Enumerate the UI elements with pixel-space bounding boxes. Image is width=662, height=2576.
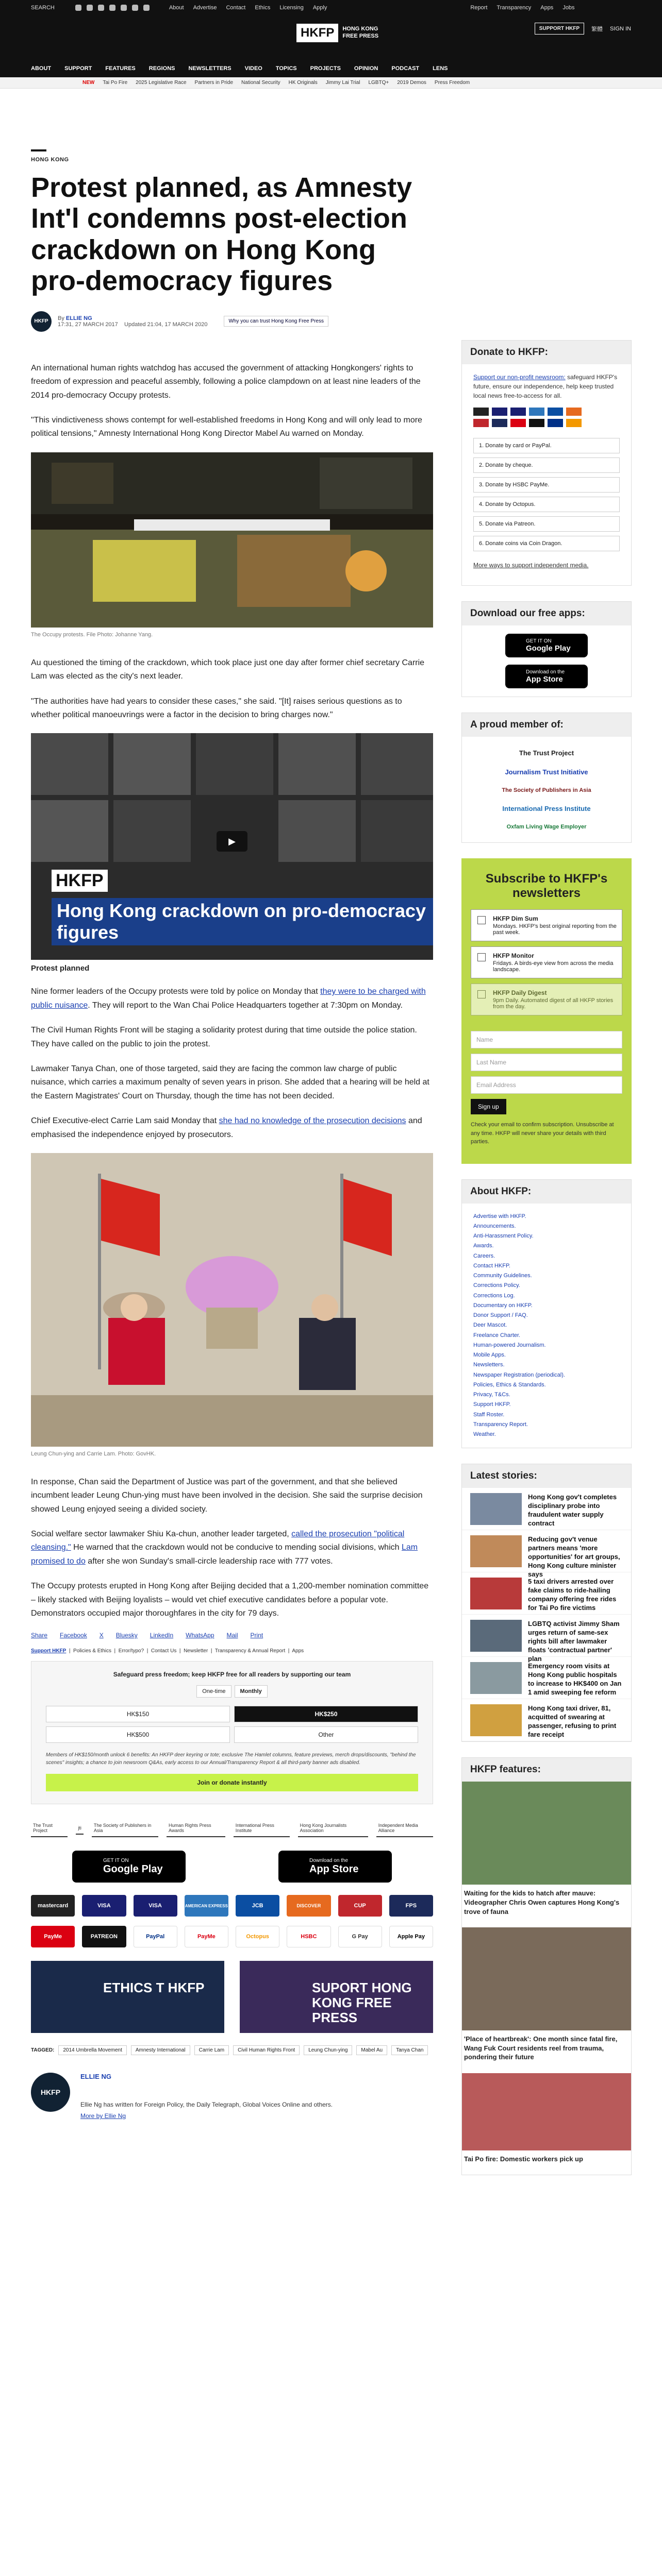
author-box-avatar[interactable]: HKFP [31,2073,70,2112]
donate-intro: Support our non-profit newsroom: safeguard HKFP's future, ensure our independence, help keep trusted local news free-to-access for all. [473,374,618,399]
top-link-contact[interactable]: Contact [226,5,246,11]
app-store-badge[interactable]: Download on the App Store [278,1851,392,1883]
support-links: Support HKFP | Policies & Ethics | Error/typo? | Contact Us | Newsletter | Transparency & Annual Report | Apps [31,1648,304,1654]
inline-link[interactable]: she had no knowledge of the prosecution decisions [219,1116,406,1126]
about-link[interactable]: Weather. [473,1431,496,1438]
ethics-banner[interactable]: ETHICS T HKFP [31,1961,224,2033]
trend-item[interactable]: Jimmy Lai Trial [325,80,360,86]
about-link[interactable]: Contact HKFP. [473,1262,510,1269]
about-link[interactable]: Human-powered Journalism. [473,1342,546,1348]
member-sidebar [461,713,632,843]
section-rule [31,149,46,151]
video-logo: HKFP [52,870,108,892]
share-link[interactable]: Share [31,1632,48,1639]
top-link-apply[interactable]: Apply [312,5,327,11]
member-logo[interactable]: Journalism Trust Initiative [505,768,588,776]
partner-logo[interactable]: Human Rights Press Awards [167,1820,225,1837]
about-link[interactable]: Deer Mascot. [473,1322,507,1329]
partner-logo[interactable]: Independent Media Alliance [376,1820,433,1837]
nav-podcast[interactable]: PODCAST [391,65,420,72]
about-link[interactable]: Careers. [473,1252,495,1259]
trend-item[interactable]: 2019 Demos [397,80,426,86]
paragraph: Social welfare sector lawmaker Shiu Ka-chun, another leader targeted, called the prosecution "political cleansing." He warned that the crackdown would not be conducive to mending social divisions, which Lam promised to do after she won Sunday's small-circle leadership race with 777 votes. [31,1530,418,1566]
about-link[interactable]: Freelance Charter. [473,1332,521,1338]
story-thumb[interactable] [470,1493,522,1525]
trend-item[interactable]: Press Freedom [434,80,470,86]
photo-caption: The Occupy protests. File Photo: Johanne Yang. [31,631,153,638]
apps-title: Download our free apps: [462,602,631,625]
one-time-toggle[interactable]: One-time [196,1685,231,1698]
feature-item[interactable]: Waiting for the kids to hatch after mauve: Videographer Chris Owen captures Hong Kong's trove of fauna [462,1782,631,1927]
policies-link[interactable]: Policies & Ethics [73,1648,111,1654]
lam-leung-photo [31,1153,433,1447]
paragraph: "The authorities have had years to consider these cases," she said. "[It] raises serious questions as to whether political manoeuvrings were a factor in the decision to bring charges now." [31,697,402,719]
payme-icon: PayMe [31,1926,75,1947]
paragraph: In response, Chan said the Department of Justice was part of the government, and that she believed incumbent leader Leung Chun-ying must have been involved in the decision. She said the surprise decision showed Leung enjoyed seeing a divided society. [31,1477,423,1514]
latest-title: Latest stories: [462,1464,631,1488]
error-link[interactable]: Error/typo? [118,1648,144,1654]
payment-icons-strip [473,408,621,428]
patreon-icon: PATREON [82,1926,126,1947]
feature-item[interactable]: 'Place of heartbreak': One month since fatal fire, Wang Fuk Court residents reel from trauma, pondering their future [462,1927,631,2073]
nav-regions[interactable]: REGIONS [148,65,175,72]
story-thumb[interactable] [470,1620,522,1652]
monthly-toggle[interactable]: Monthly [235,1685,268,1698]
author-avatar[interactable]: HKFP [31,311,52,332]
author-bio: Ellie Ng has written for Foreign Policy, the Daily Telegraph, Global Voices Online and others. [80,2101,333,2109]
partner-logo[interactable]: International Press Institute [234,1820,290,1837]
paragraph: Au questioned the timing of the crackdown, which took place just one day after former chief secretary Carrie Lam was elected as the city's next leader. [31,658,425,681]
about-link[interactable]: Newspaper Registration (periodical). [473,1371,565,1378]
search-link[interactable]: SEARCH [31,5,55,11]
story-item[interactable]: Hong Kong taxi driver, 81, acquitted of swearing at passenger, refusing to print fare receipt [462,1699,631,1741]
transparency-link[interactable]: Transparency & Annual Report [214,1648,286,1654]
telegram-icon[interactable] [143,5,150,11]
article [31,149,433,2135]
sidebar [461,340,632,2175]
email-input[interactable]: Email Address [471,1076,622,1094]
social-icons [75,5,150,11]
donate-option-card[interactable]: 1. Donate by card or PayPal. [473,438,620,453]
promo-banners [31,1961,433,2033]
share-mail[interactable]: Mail [226,1632,238,1639]
paypal-icon: PayPal [134,1926,177,1947]
amount-option-selected[interactable]: HK$250 [234,1706,418,1722]
updated-date: Updated 21:04, 17 MARCH 2020 [124,321,208,328]
site-header [0,15,662,77]
paragraph: The Occupy protests erupted in Hong Kong after Beijing decided that a 1,200-member nomination committee – likely stacked with Beijing loyalists – would vet chief executive candidates before a popular vote. Demonstrators occupied major thoroughfares in the city for 79 days. [31,1582,429,1618]
share-facebook[interactable]: Facebook [60,1632,87,1639]
video-overlay-title: Hong Kong crackdown on pro-democracy figures [52,898,433,945]
story-item[interactable]: LGBTQ activist Jimmy Sham urges return of same-sex rights bill after lawmaker floats 'contractual partner' plan [462,1615,631,1657]
header-actions [535,23,631,35]
payme-icon: PayMe [185,1926,228,1947]
nav-newsletters[interactable]: NEWSLETTERS [188,65,231,72]
top-link-about[interactable]: About [169,5,184,11]
inline-link[interactable]: called the prosecution "political cleansing." [31,1530,405,1552]
fps-icon: FPS [389,1895,433,1917]
logo-box: HKFP [296,24,338,42]
donate-sidebar [461,340,632,586]
member-logo[interactable]: The Society of Publishers in Asia [502,787,591,793]
frequency-toggle [46,1685,418,1698]
share-linkedin[interactable]: LinkedIn [150,1632,174,1639]
about-link[interactable]: Support HKFP. [473,1401,511,1408]
paragraph: The Civil Human Rights Front will be staging a solidarity protest during that time outside the police station. They have called on the public to join the protest. [31,1026,417,1048]
about-link[interactable]: Transparency Report. [473,1421,528,1428]
story-thumb[interactable] [470,1662,522,1694]
visa-icon: VISA [134,1895,177,1917]
top-link-jobs[interactable]: Jobs [562,5,575,11]
partner-logo[interactable]: Hong Kong Journalists Association [298,1820,368,1837]
top-utility-bar [0,0,662,15]
about-link[interactable]: Corrections Policy. [473,1282,520,1289]
nav-video[interactable]: VIDEO [244,65,262,72]
nav-features[interactable]: FEATURES [105,65,136,72]
new-badge: NEW [82,80,95,86]
amount-option[interactable]: HK$150 [46,1706,230,1722]
byline-text: By ELLIE NG 17:31, 27 MARCH 2017 Updated 21:04, 17 MARCH 2020 [58,315,208,328]
member-logo[interactable]: The Trust Project [519,749,574,757]
google-play-badge[interactable]: GET IT ON Google Play [505,634,588,657]
tag[interactable]: Civil Human Rights Front [233,2045,300,2055]
discover-icon: DISCOVER [287,1895,330,1917]
feature-image[interactable] [462,1782,631,1885]
article-title: Protest planned, as Amnesty Int'l condemns post-election crackdown on Hong Kong pro-democracy figures [31,172,412,297]
section-label[interactable]: HONG KONG [31,157,69,163]
about-link[interactable]: Awards. [473,1243,494,1249]
youtube-icon[interactable] [109,5,115,11]
nav-about[interactable]: ABOUT [31,65,52,72]
share-whatsapp[interactable]: WhatsApp [186,1632,214,1639]
tag[interactable]: Mabel Au [356,2045,387,2055]
amount-grid [46,1706,418,1743]
jcb-icon: JCB [236,1895,279,1917]
google-pay-icon: G Pay [338,1926,382,1947]
about-link[interactable]: Donor Support / FAQ. [473,1312,528,1319]
first-name-input[interactable]: Name [471,1031,622,1048]
top-link-apps[interactable]: Apps [540,5,554,11]
hsbc-icon: HSBC [287,1926,330,1947]
about-link[interactable]: Documentary on HKFP. [473,1302,533,1309]
tag[interactable]: Carrie Lam [194,2045,229,2055]
share-bluesky[interactable]: Bluesky [115,1632,138,1639]
donate-sidebar-title: Donate to HKFP: [462,341,631,364]
newsletter-option[interactable]: HKFP Monitor Fridays. A birds-eye view from across the media landscape. [471,946,622,978]
donate-option-octopus[interactable]: 4. Donate by Octopus. [473,497,620,512]
nav-projects[interactable]: PROJECTS [310,65,341,72]
unionpay-icon: CUP [338,1895,382,1917]
donate-option-patreon[interactable]: 5. Donate via Patreon. [473,516,620,532]
paragraph: Chief Executive-elect Carrie Lam said Monday that she had no knowledge of the prosecution decisions and emphasised the independence enjoyed by prosecutors. [31,1116,422,1139]
about-link[interactable]: Privacy, T&Cs. [473,1392,510,1398]
partner-logo[interactable]: jti [76,1822,84,1835]
nav-support[interactable]: SUPPORT [64,65,92,72]
story-item[interactable]: 5 taxi drivers arrested over fake claims to ride-hailing company offering free rides for Tai Po fire victims [462,1572,631,1615]
member-logo[interactable]: International Press Institute [502,805,591,812]
top-link-transparency[interactable]: Transparency [496,5,532,11]
partner-logos [31,1820,433,1837]
checkbox[interactable] [477,916,486,924]
paragraph: "This vindictiveness shows contempt for well-established freedoms in Hong Kong and will only lead to more political tensions," Amnesty International Hong Kong Director Mabel Au warned on Monday. [31,416,422,438]
publish-date: 17:31, 27 MARCH 2017 [58,321,118,328]
tag[interactable]: Amnesty International [131,2045,190,2055]
story-item[interactable]: Emergency room visits at Hong Kong public hospitals to increase to HK$400 on Jan 1 amid sweeping fee reform [462,1657,631,1699]
trend-item[interactable]: Tai Po Fire [103,80,128,86]
amount-option[interactable]: HK$500 [46,1726,230,1743]
paragraph: Nine former leaders of the Occupy protests were told by police on Monday that they were to be charged with public nuisance. They will report to the Wan Chai Police Headquarters together at 7:30pm on Monday. [31,987,426,1010]
top-link-advertise[interactable]: Advertise [193,5,217,11]
newsletter-option[interactable]: HKFP Daily Digest 9pm Daily. Automated digest of all HKFP stories from the day. [471,984,622,1015]
play-icon[interactable]: ▶ [217,831,247,852]
apps-link[interactable]: Apps [292,1648,304,1654]
tag-list [31,2045,433,2055]
nav-opinion[interactable]: OPINION [354,65,378,72]
paragraph: An international human rights watchdog has accused the government of attacking Hongkongers' rights to freedom of expression and peaceful assembly, following a police clampdown on at least nine leaders of the 2014 pro-democracy Occupy protests. [31,363,421,400]
member-benefits: Members of HK$150/month unlock 6 benefits: An HKFP deer keyring or tote; exclusive The Hamlet columns, feature previews, merch drops/discounts, "behind the scenes" insights; a chance to join newsroom Q&As, early access to our Annual/Transparency Report & all third-party banner ads disabled. [46,1752,416,1766]
app-store-badge[interactable]: Download on the App Store [505,665,588,688]
top-link-licensing[interactable]: Licensing [279,5,304,11]
support-button[interactable]: SUPPORT HKFP [535,23,584,35]
donate-option-coins[interactable]: 6. Donate coins via Coin Dragon. [473,536,620,551]
trend-item[interactable]: LGBTQ+ [368,80,389,86]
author-link[interactable]: ELLIE NG [65,315,92,321]
donate-option-cheque[interactable]: 2. Donate by cheque. [473,457,620,473]
about-link[interactable]: Announcements. [473,1223,516,1229]
share-bar [31,1632,433,1639]
partner-logo[interactable]: The Trust Project [31,1820,68,1837]
nav-lens[interactable]: LENS [433,65,448,72]
top-link-report[interactable]: Report [470,5,488,11]
about-title: About HKFP: [462,1180,631,1204]
donate-option-payme[interactable]: 3. Donate by HSBC PayMe. [473,477,620,493]
more-ways-link[interactable]: More ways to support independent media. [473,562,589,569]
features-title: HKFP features: [462,1758,631,1782]
trust-link[interactable]: Why you can trust Hong Kong Free Press [224,316,328,327]
sign-in-link[interactable]: SIGN IN [610,25,631,32]
story-item[interactable]: Hong Kong gov't completes disciplinary probe into fraudulent water supply contract [462,1488,631,1530]
app-store-row [31,1851,433,1883]
paragraph: Lawmaker Tanya Chan, one of those targeted, said they are facing the common law charge of public nuisance, which carries a maximum penalty of seven years in prison. She added that a hearing will be held at the Eastern Magistrates' Court on Thursday, though the time has not been decided. [31,1064,429,1100]
instagram-icon[interactable] [98,5,104,11]
newsletter-note: Check your email to confirm subscription. Unsubscribe at any time. HKFP will never share your details with third parties. [471,1122,614,1145]
newsletter-option[interactable]: HKFP Dim Sum Mondays. HKFP's best original reporting from the past week. [471,909,622,941]
video-caption: Protest planned [31,964,90,973]
trend-item[interactable]: 2025 Legislative Race [136,80,187,86]
newsletter-title: Subscribe to HKFP's newsletters [485,872,608,900]
logo-text: HONG KONG FREE PRESS [342,26,379,39]
linkedin-icon[interactable] [132,5,138,11]
donate-widget [31,1661,433,1804]
main-nav [0,62,662,75]
story-thumb[interactable] [470,1535,522,1567]
checkbox[interactable] [477,990,486,998]
contact-link[interactable]: Contact Us [151,1648,177,1654]
bluesky-icon[interactable] [121,5,127,11]
payment-methods [31,1895,433,1947]
inline-link[interactable]: they were to be charged with public nuisance [31,987,426,1010]
join-button[interactable]: Join or donate instantly [46,1774,418,1791]
video-player[interactable] [31,733,433,960]
apps-sidebar [461,601,632,697]
language-switch[interactable]: 繁體 [591,26,603,32]
about-link[interactable]: Anti-Harassment Policy. [473,1233,534,1240]
donate-heading: Safeguard press freedom; keep HKFP free for all readers by supporting our team [113,1671,351,1679]
tag[interactable]: Tanya Chan [391,2045,428,2055]
tag[interactable]: Leung Chun-ying [304,2045,352,2055]
newsletter-link[interactable]: Newsletter [184,1648,208,1654]
member-title: A proud member of: [462,713,631,737]
story-thumb[interactable] [470,1704,522,1736]
checkbox[interactable] [477,953,486,961]
about-link[interactable]: Community Guidelines. [473,1273,532,1279]
photo-caption: Leung Chun-ying and Carrie Lam. Photo: GovHK. [31,1450,156,1457]
story-thumb[interactable] [470,1578,522,1609]
latest-stories [461,1464,632,1742]
tags-label: TAGGED: [31,2047,55,2054]
inline-link[interactable]: Lam promised to do [31,1543,418,1566]
about-link[interactable]: Newsletters. [473,1362,505,1368]
trend-item[interactable]: HK Originals [288,80,318,86]
share-x[interactable]: X [99,1632,104,1639]
nav-topics[interactable]: TOPICS [275,65,297,72]
features-sidebar [461,1757,632,2175]
last-name-input[interactable]: Last Name [471,1054,622,1071]
trending-bar [0,77,662,89]
trend-item[interactable]: National Security [241,80,280,86]
tag[interactable]: 2014 Umbrella Movement [58,2045,127,2055]
about-links [462,1204,631,1448]
author-box-name[interactable]: ELLIE NG [80,2073,111,2081]
member-logo[interactable]: Oxfam Living Wage Employer [506,824,587,830]
feature-image[interactable] [462,2073,631,2150]
more-by-author-link[interactable]: More by Ellie Ng [80,2112,126,2120]
newsletter-signup [461,858,632,1164]
about-sidebar [461,1179,632,1449]
support-banner[interactable]: SUPORT HONG KONG FREE PRESS [240,1961,433,2033]
trend-item[interactable]: Partners in Pride [194,80,234,86]
mastercard-icon: mastercard [31,1895,75,1917]
feature-item[interactable]: Tai Po fire: Domestic workers pick up [462,2073,631,2175]
byline [31,311,433,332]
about-link[interactable]: Policies, Ethics & Standards. [473,1381,546,1388]
about-link[interactable]: Staff Roster. [473,1411,505,1418]
top-link-ethics[interactable]: Ethics [255,5,271,11]
feature-image[interactable] [462,1927,631,2030]
signup-button[interactable]: Sign up [471,1099,506,1114]
author-box [31,2073,433,2120]
occupy-photo [31,452,433,628]
apple-pay-icon: Apple Pay [389,1926,433,1947]
google-play-badge[interactable]: GET IT ON Google Play [72,1851,186,1883]
amount-option-other[interactable]: Other [234,1726,418,1743]
facebook-icon[interactable] [75,5,81,11]
about-link[interactable]: Corrections Log. [473,1292,515,1299]
partner-logo[interactable]: The Society of Publishers in Asia [92,1820,158,1837]
story-item[interactable]: Reducing gov't venue partners means 'more opportunities' for art groups, Hong Kong culture minister says [462,1530,631,1572]
visa-icon: VISA [82,1895,126,1917]
site-logo[interactable] [296,20,400,46]
about-link[interactable]: Advertise with HKFP. [473,1213,526,1219]
amex-icon: AMERICAN EXPRESS [185,1895,228,1917]
octopus-icon: Octopus [236,1926,279,1947]
about-link[interactable]: Mobile Apps. [473,1352,506,1359]
x-icon[interactable] [87,5,93,11]
support-link[interactable]: Support HKFP [31,1648,67,1654]
share-print[interactable]: Print [250,1632,263,1639]
